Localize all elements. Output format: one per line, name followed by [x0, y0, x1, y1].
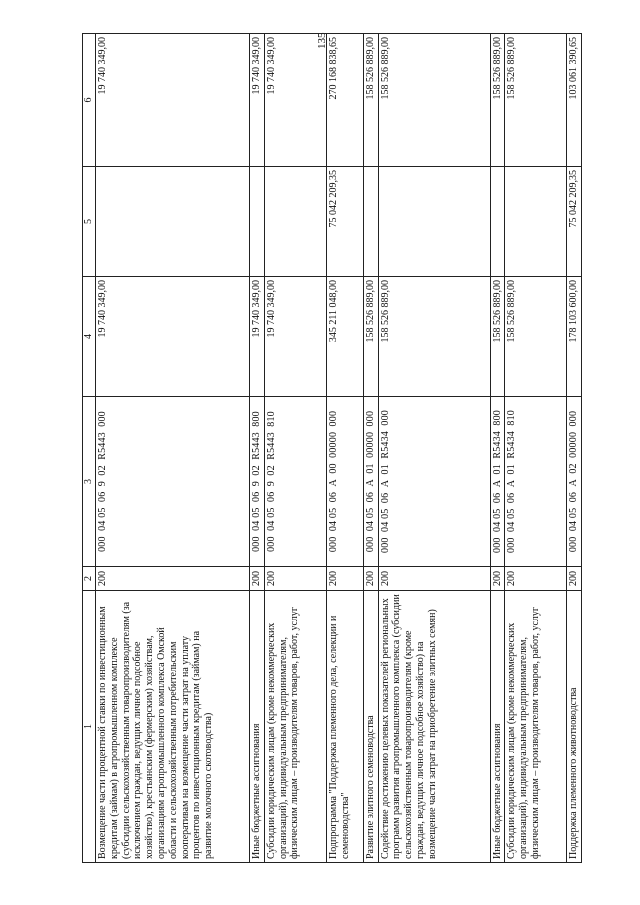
- row-classification: 000 04 05 06 9 02 R5443 800: [250, 397, 265, 567]
- row-classification: 000 04 05 06 9 02 R5443 000: [96, 397, 250, 567]
- row-name: Содействие достижению целевых показателей региональных программ развития агропромышленного комплекса (субсидии сельскохозяйственным товаропроизводителям (кроме граждан, ведущих личное подсобное хозяйство) на возмещение части затрат на приобретение элитных семян): [378, 591, 490, 863]
- row-value-4: 158 526 889,00: [378, 277, 490, 397]
- row-classification: 000 04 05 06 А 02 00000 000: [567, 397, 582, 567]
- row-value-4: 178 103 600,00: [567, 277, 582, 397]
- row-value-5: [250, 167, 265, 277]
- table-row: [250, 34, 265, 863]
- header-col-5: 5: [83, 167, 96, 277]
- table-row: [567, 34, 582, 863]
- row-classification: 000 04 05 06 А 01 R5434 000: [378, 397, 490, 567]
- row-value-4: 158 526 889,00: [505, 277, 567, 397]
- row-value-6: 19 740 349,00: [264, 34, 326, 167]
- header-col-2: 2: [83, 567, 96, 591]
- row-code: 200: [326, 567, 363, 591]
- table-row: [490, 34, 505, 863]
- row-value-5: 75 042 209,35: [326, 167, 363, 277]
- row-name: Поддержка племенного животноводства: [567, 591, 582, 863]
- table-row: [96, 34, 250, 863]
- row-name: Подпрограмма "Поддержка племенного дела, селекции и семеноводства": [326, 591, 363, 863]
- row-value-4: 158 526 889,00: [363, 277, 378, 397]
- row-code: 200: [505, 567, 567, 591]
- row-value-6: 103 061 390,65: [567, 34, 582, 167]
- row-code: 200: [378, 567, 490, 591]
- row-value-6: 158 526 889,00: [378, 34, 490, 167]
- row-name: Иные бюджетные ассигнования: [250, 591, 265, 863]
- row-value-6: 19 740 349,00: [96, 34, 250, 167]
- row-classification: 000 04 05 06 А 01 R5434 810: [505, 397, 567, 567]
- row-code: 200: [567, 567, 582, 591]
- row-value-6: 158 526 889,00: [490, 34, 505, 167]
- row-value-5: 75 042 209,35: [567, 167, 582, 277]
- row-value-5: [264, 167, 326, 277]
- header-col-6: 6: [83, 34, 96, 167]
- row-value-4: 345 211 048,00: [326, 277, 363, 397]
- row-value-6: 19 740 349,00: [250, 34, 265, 167]
- row-value-5: [490, 167, 505, 277]
- row-value-4: 19 740 349,00: [250, 277, 265, 397]
- header-col-1: 1: [83, 591, 96, 863]
- row-classification: 000 04 05 06 А 00 00000 000: [326, 397, 363, 567]
- budget-table: [82, 33, 582, 863]
- row-value-5: [363, 167, 378, 277]
- row-value-4: 158 526 889,00: [490, 277, 505, 397]
- table-row: [363, 34, 378, 863]
- row-value-4: 19 740 349,00: [264, 277, 326, 397]
- table-row: [264, 34, 326, 863]
- budget-table-sheet: [82, 34, 580, 863]
- header-col-4: 4: [83, 277, 96, 397]
- row-value-5: [96, 167, 250, 277]
- row-name: Субсидии юридическим лицам (кроме некоммерческих организаций), индивидуальным предпринимателям, физическим лицам – производителям товаров, работ, услуг: [264, 591, 326, 863]
- row-code: 200: [264, 567, 326, 591]
- row-code: 200: [490, 567, 505, 591]
- row-code: 200: [96, 567, 250, 591]
- row-classification: 000 04 05 06 9 02 R5443 810: [264, 397, 326, 567]
- row-name: Возмещение части процентной ставки по инвестиционным кредитам (займам) в агропромышленном комплексе (субсидии сельскохозяйственным товаропроизводителям (за исключением граждан, ведущих личное подсобное хозяйство), крестьянским (фермерским) хозяйствам, организациям агропромышленного комплекса Омской области и сельскохозяйственным потребительским кооперативам на возмещение части затрат на уплату процентов по инвестиционным кредитам (займам) на развитие молочного скотоводства): [96, 591, 250, 863]
- row-name: Развитие элитного семеноводства: [363, 591, 378, 863]
- page-number: 135: [316, 32, 328, 50]
- row-name: Иные бюджетные ассигнования: [490, 591, 505, 863]
- row-code: 200: [363, 567, 378, 591]
- row-value-6: 270 168 838,65: [326, 34, 363, 167]
- table-row: [378, 34, 490, 863]
- row-value-6: 158 526 889,00: [505, 34, 567, 167]
- header-col-3: 3: [83, 397, 96, 567]
- row-value-6: 158 526 889,00: [363, 34, 378, 167]
- header-row: [83, 34, 96, 863]
- row-value-5: [378, 167, 490, 277]
- table-row: [326, 34, 363, 863]
- row-classification: 000 04 05 06 А 01 00000 000: [363, 397, 378, 567]
- table-row: [505, 34, 567, 863]
- row-classification: 000 04 05 06 А 01 R5434 800: [490, 397, 505, 567]
- row-code: 200: [250, 567, 265, 591]
- row-value-4: 19 740 349,00: [96, 277, 250, 397]
- row-name: Субсидии юридическим лицам (кроме некоммерческих организаций), индивидуальным предпринимателям, физическим лицам – производителям товаров, работ, услуг: [505, 591, 567, 863]
- row-value-5: [505, 167, 567, 277]
